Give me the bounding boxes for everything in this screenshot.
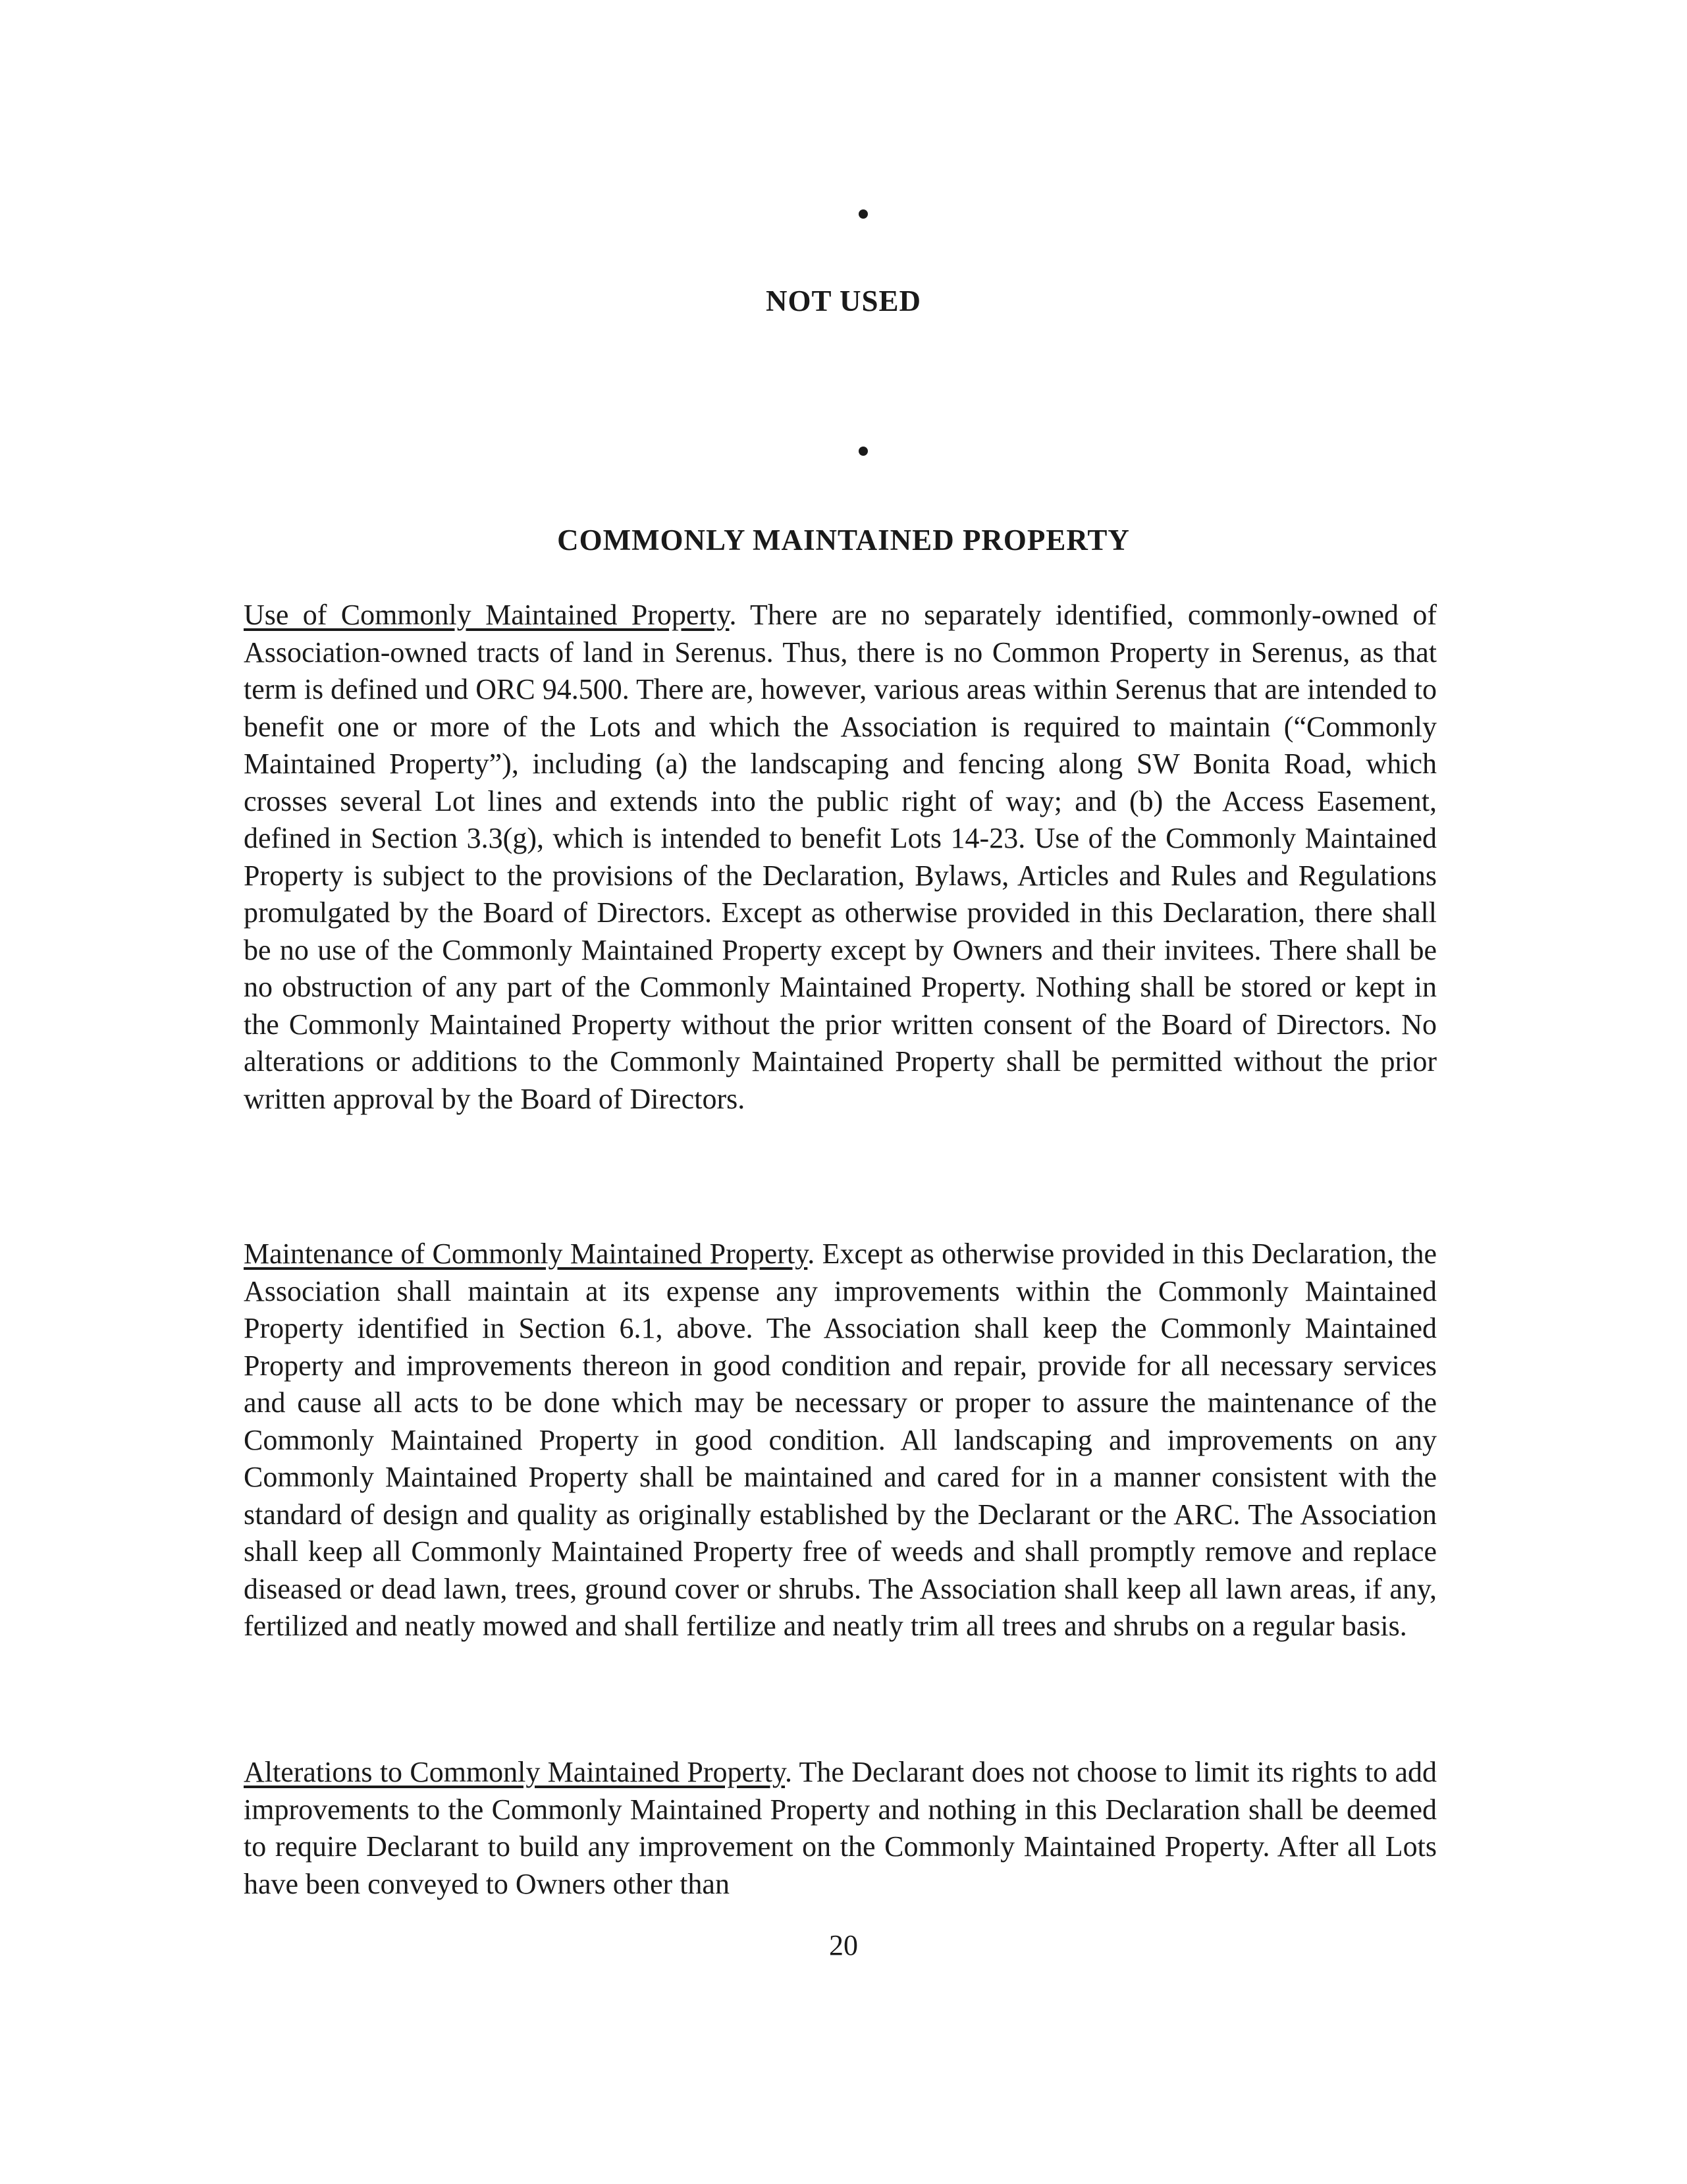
- paragraph-body: . Except as otherwise provided in this Declaration, the Association shall maintain at its expense any improvements within the Commonly Maintained Property identified in Section 6.1, above. The Association shall keep the Commonly Maintained Property and improvements thereon in good condition and repair, provide for all necessary services and cause all acts to be done which may be necessary or proper to assure the maintenance of the Commonly Maintained Property in good condition. All landscaping and improvements on any Commonly Maintained Property shall be maintained and cared for in a manner consistent with the standard of design and quality as originally established by the Declarant or the ARC. The Association shall keep all Commonly Maintained Property free of weeds and shall promptly remove and replace diseased or dead lawn, trees, ground cover or shrubs. The Association shall keep all lawn areas, if any, fertilized and neatly mowed and shall fertilize and neatly trim all trees and shrubs on a regular basis.: [244, 1238, 1437, 1642]
- paragraph-title: Alterations to Commonly Maintained Property: [244, 1756, 786, 1788]
- paragraph-use: [244, 597, 1437, 1118]
- paragraph-title: Maintenance of Commonly Maintained Property: [244, 1238, 808, 1270]
- page-number: 20: [829, 1929, 858, 1961]
- bullet-icon: [859, 447, 868, 456]
- paragraph-body: . The Declarant does not choose to limit its rights to add improvements to the Commonly Maintained Property and nothing in this Declaration shall be deemed to require Declarant to build any improvement on the Commonly Maintained Property. After all Lots have been conveyed to Owners other than: [244, 1756, 1437, 1900]
- bullet-icon: [859, 209, 868, 219]
- section-heading-commonly-maintained-property: COMMONLY MAINTAINED PROPERTY: [557, 524, 1130, 557]
- paragraph-title: Use of Commonly Maintained Property: [244, 599, 730, 631]
- section-heading-not-used: NOT USED: [766, 285, 921, 317]
- paragraph-body: . There are no separately identified, commonly-owned of Association-owned tracts of land in Serenus. Thus, there is no Common Property in Serenus, as that term is defined und ORC 94.500. There are, however, various areas within Serenus that are intended to benefit one or more of the Lots and which the Association is required to maintain (“Commonly Maintained Property”), including (a) the landscaping and fencing along SW Bonita Road, which crosses several Lot lines and extends into the public right of way; and (b) the Access Easement, defined in Section 3.3(g), which is intended to benefit Lots 14-23. Use of the Commonly Maintained Property is subject to the provisions of the Declaration, Bylaws, Articles and Rules and Regulations promulgated by the Board of Directors. Except as otherwise provided in this Declaration, there shall be no use of the Commonly Maintained Property except by Owners and their invitees. There shall be no obstruction of any part of the Commonly Maintained Property. Nothing shall be stored or kept in the Commonly Maintained Property without the prior written consent of the Board of Directors. No alterations or additions to the Commonly Maintained Property shall be permitted without the prior written approval by the Board of Directors.: [244, 599, 1437, 1115]
- paragraph-maintenance: [244, 1236, 1437, 1645]
- paragraph-alterations: [244, 1754, 1437, 1903]
